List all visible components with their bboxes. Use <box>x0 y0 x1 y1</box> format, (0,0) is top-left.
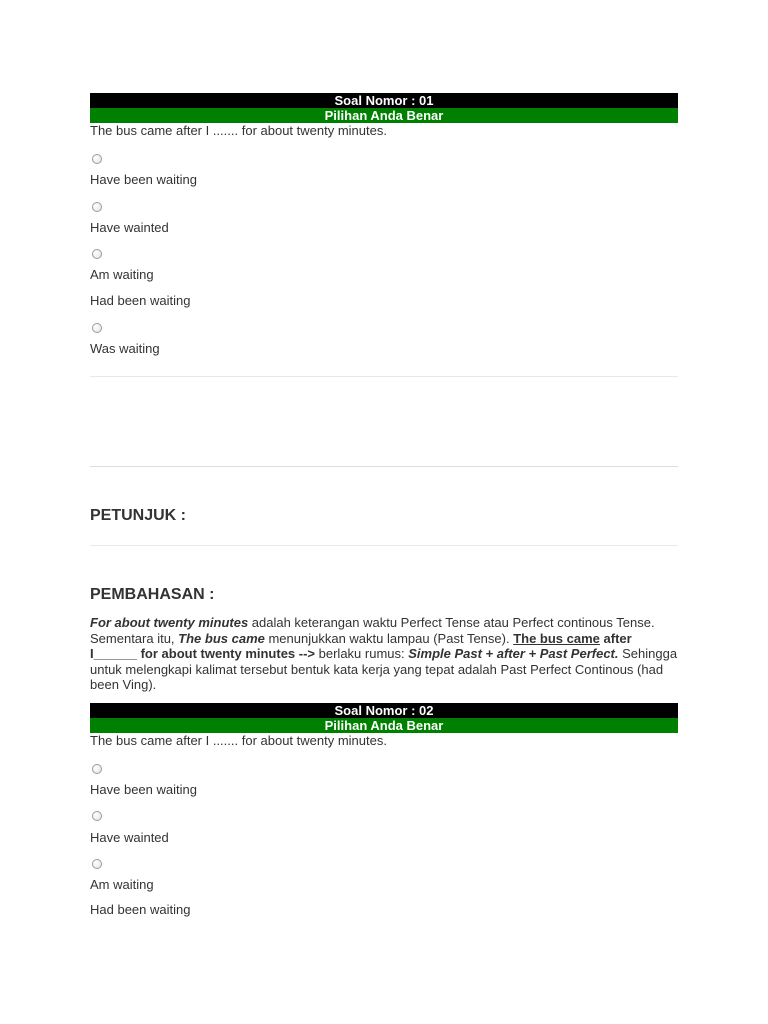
question-2 <box>90 703 678 748</box>
formula-text: Simple Past + after + Past Perfect. <box>408 646 619 662</box>
option-label-4: Had been waiting <box>90 293 191 308</box>
option-radio-2[interactable] <box>92 811 102 821</box>
question-number-header: Soal Nomor : 01 <box>90 93 678 108</box>
answer-status-banner: Pilihan Anda Benar <box>90 718 678 733</box>
option-radio-3[interactable] <box>92 249 102 259</box>
question-1 <box>90 93 678 138</box>
question-stem: The bus came after I ....... for about twenty minutes. <box>90 123 387 138</box>
divider <box>90 376 678 377</box>
option-radio-3[interactable] <box>92 859 102 869</box>
divider <box>90 466 678 467</box>
option-label-3: Am waiting <box>90 267 154 282</box>
option-radio-2[interactable] <box>92 202 102 212</box>
option-label-1: Have been waiting <box>90 172 197 187</box>
explanation-term: For about twenty minutes <box>90 615 249 630</box>
question-stem: The bus came after I ....... for about twenty minutes. <box>90 733 387 748</box>
petunjuk-heading: PETUNJUK : <box>90 507 187 524</box>
explanation-paragraph: For about twenty minutes adalah keterangan waktu Perfect Tense atau Perfect continous Tense. Sementara itu, The bus came menunjukkan waktu lampau (Past Tense). The bus came after I______ for about twenty minutes --> berlaku rumus: Simple Past + after + Past Perfect. Sehingga untuk melengkapi kalimat tersebut bentuk kata kerja yang tepat adalah Past Perfect Continous (had been Ving). <box>90 615 678 693</box>
option-label-4: Had been waiting <box>90 902 191 917</box>
option-label-2: Have wainted <box>90 220 169 235</box>
option-label-2: Have wainted <box>90 830 169 845</box>
divider <box>90 545 678 546</box>
answer-status-banner: Pilihan Anda Benar <box>90 108 678 123</box>
option-radio-1[interactable] <box>92 154 102 164</box>
option-label-5: Was waiting <box>90 341 160 356</box>
question-number-header: Soal Nomor : 02 <box>90 703 678 718</box>
pembahasan-heading: PEMBAHASAN : <box>90 586 215 603</box>
option-label-1: Have been waiting <box>90 782 197 797</box>
option-label-3: Am waiting <box>90 877 154 892</box>
option-radio-5[interactable] <box>92 323 102 333</box>
option-radio-1[interactable] <box>92 764 102 774</box>
